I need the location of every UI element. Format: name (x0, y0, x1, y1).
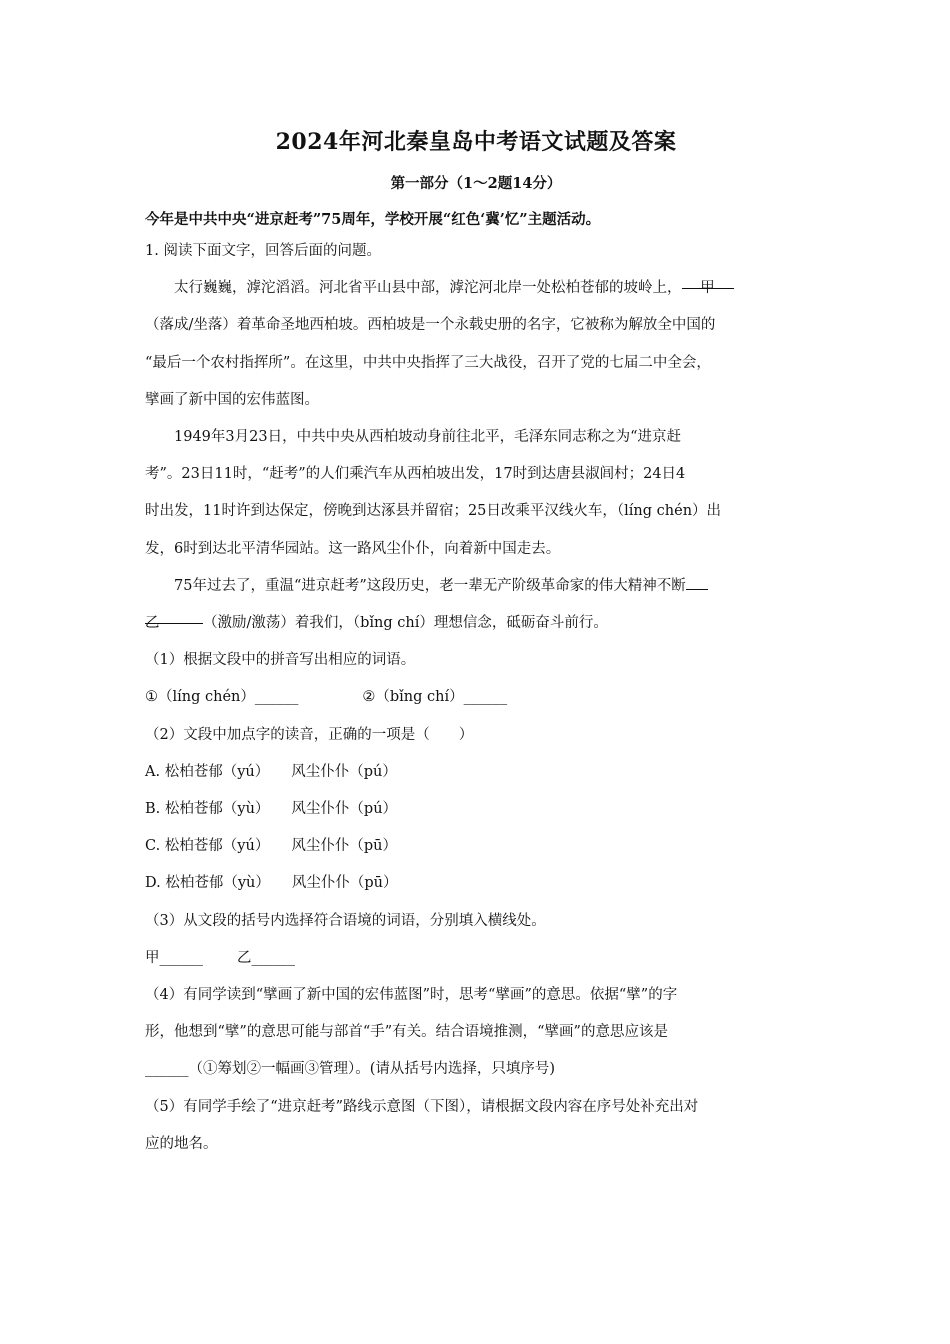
sub-question-1-stem: （1）根据文段中的拼音写出相应的词语。 (145, 652, 416, 669)
option-label: C. 松柏苍郁（yú） (145, 838, 270, 855)
passage-p3-line1 (145, 568, 807, 605)
sub-question-5-line2: 应的地名。 (145, 1135, 218, 1152)
document-content (145, 122, 807, 1163)
option-d (145, 865, 807, 902)
blank-yi: 乙 (145, 605, 203, 624)
option-label: A. 松柏苍郁（yú） (145, 763, 270, 780)
option-c (145, 828, 807, 865)
answer-item-bingchi: ②（bǐng chí）______ (362, 689, 508, 706)
blank-jia: 甲 (682, 270, 734, 289)
passage-text: （激励/激荡）着我们，（bǐng chí）理想信念，砥砺奋斗前行。 (203, 615, 608, 632)
document-title: 2024年河北秦皇岛中考语文试题及答案 (275, 129, 677, 155)
passage-text: 75年过去了，重温“进京赶考”这段历史，老一辈无产阶级革命家的伟大精神不断 (174, 577, 686, 594)
sub-question-3-stem: （3）从文段的括号内选择符合语境的词语，分别填入横线处。 (145, 912, 546, 929)
answer-yi: 乙______ (237, 949, 295, 966)
sub-question-4-line2: 形，他想到“擘”的意思可能与部首“手”有关。结合语境推测，“擘画”的意思应该是 (145, 1024, 668, 1041)
option-label: B. 松柏苍郁（yù） (145, 801, 270, 818)
passage-p2-line2: 考”。23日11时，“赶考”的人们乘汽车从西柏坡出发，17时到达唐县淑闾村；24日4 (145, 466, 686, 483)
blank-trailing (686, 571, 708, 590)
sub-question-4-line3: ______（①筹划②一幅画③管理）。(请从括号内选择，只填序号) (145, 1061, 556, 1078)
option-b (145, 791, 807, 828)
activity-intro: 今年是中共中央“进京赶考”75周年，学校开展“红色‘冀’忆”主题活动。 (145, 211, 601, 228)
option-label: D. 松柏苍郁（yù） (145, 875, 270, 892)
answer-jia: 甲______ (145, 949, 203, 966)
option-second: 风尘仆仆（pú） (291, 763, 397, 780)
option-second: 风尘仆仆（pū） (291, 838, 397, 855)
question-1-stem: 1. 阅读下面文字，回答后面的问题。 (145, 243, 381, 259)
sub-question-4-line1: （4）有同学读到“擘画了新中国的宏伟蓝图”时，思考“擘画”的意思。依据“擘”的字 (145, 987, 678, 1004)
section-title: 第一部分（1～2题14分） (390, 175, 562, 192)
passage-p2-line1: 1949年3月23日，中共中央从西柏坡动身前往北平，毛泽东同志称之为“进京赶 (174, 429, 681, 446)
sub-question-3-answers (145, 940, 807, 977)
option-a (145, 754, 807, 791)
passage-text: 太行巍巍，滹沱滔滔。河北省平山县中部，滹沱河北岸一处松柏苍郁的坡岭上， (174, 280, 682, 297)
passage-p2-line3: 时出发，11时许到达保定，傍晚到达涿县并留宿；25日改乘平汉线火车，（líng chén）出 (145, 503, 722, 520)
passage-p2-line4: 发，6时到达北平清华园站。这一路风尘仆仆，向着新中国走去。 (145, 540, 561, 557)
passage-p1-line4: 擘画了新中国的宏伟蓝图。 (145, 391, 319, 408)
passage-p3-line2 (145, 605, 807, 642)
sub-question-5-line1: （5）有同学手绘了“进京赶考”路线示意图（下图），请根据文段内容在序号处补充出对 (145, 1098, 699, 1115)
option-second: 风尘仆仆（pú） (291, 801, 398, 818)
sub-question-1-items (145, 679, 807, 716)
answer-item-lingchen: ①（líng chén）______ (145, 689, 299, 706)
passage-p1-line2: （落成/坐落）着革命圣地西柏坡。西柏坡是一个永载史册的名字，它被称为解放全中国的 (145, 317, 716, 334)
option-second: 风尘仆仆（pū） (291, 875, 398, 892)
sub-question-2-stem: （2）文段中加点字的读音，正确的一项是（ ） (145, 726, 474, 743)
passage-p1-line3: “最后一个农村指挥所”。在这里，中共中央指挥了三大战役，召开了党的七届二中全会， (145, 354, 711, 371)
passage-p1-line1 (145, 270, 807, 307)
